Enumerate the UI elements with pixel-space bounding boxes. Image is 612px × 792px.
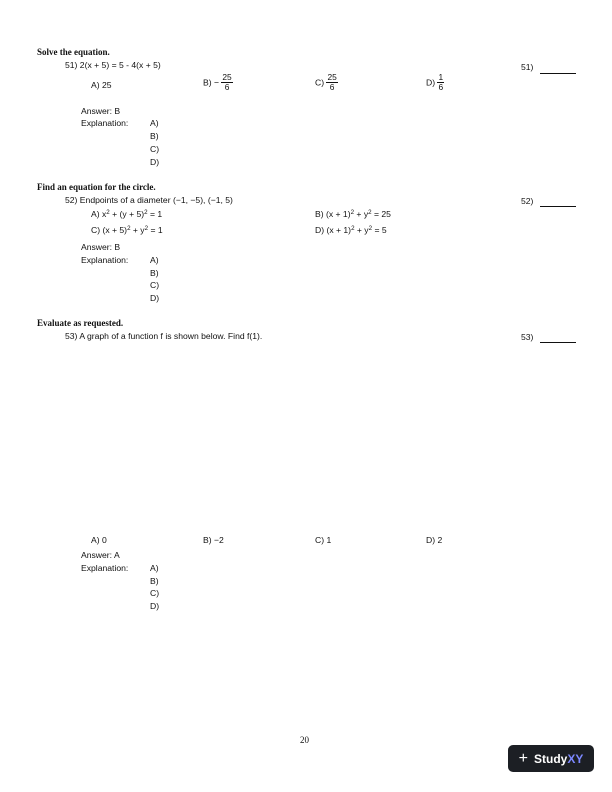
choice-text: = 5 bbox=[372, 225, 387, 235]
choice-b: B) −2 bbox=[203, 535, 224, 545]
explanation-c: C) bbox=[150, 280, 160, 290]
denominator: 6 bbox=[438, 82, 444, 92]
explanation-a: A) bbox=[150, 255, 159, 265]
choice-d bbox=[315, 225, 387, 235]
choice-b bbox=[315, 209, 391, 219]
denominator: 6 bbox=[224, 82, 230, 92]
badge-text-accent: XY bbox=[567, 751, 584, 766]
choice-text: + y bbox=[354, 225, 369, 235]
question-number: 53) bbox=[521, 332, 534, 342]
explanation-b: B) bbox=[150, 131, 159, 141]
choice-text: C) (x + 5) bbox=[91, 225, 128, 235]
exponent: 2 bbox=[106, 209, 110, 216]
answer-line: Answer: B bbox=[81, 106, 121, 116]
answer-blank bbox=[540, 342, 576, 343]
explanation-label: Explanation: bbox=[81, 118, 129, 128]
answer-blank bbox=[540, 73, 576, 74]
explanation-d: D) bbox=[150, 293, 160, 303]
choice-c-label: C) bbox=[315, 77, 325, 88]
question-stem: 52) Endpoints of a diameter (−1, −5), (−1, 5) bbox=[65, 195, 233, 205]
choice-c: C) 1 bbox=[315, 535, 332, 545]
choice-text: A) x bbox=[91, 209, 107, 219]
choice-c bbox=[315, 73, 338, 92]
choice-a: A) 25 bbox=[91, 80, 112, 90]
choice-text: + y bbox=[354, 209, 369, 219]
choice-a: A) 0 bbox=[91, 535, 107, 545]
studyxy-badge[interactable] bbox=[508, 745, 594, 772]
answer-line: Answer: A bbox=[81, 550, 120, 560]
section-header: Find an equation for the circle. bbox=[37, 182, 156, 192]
choice-d-label: D) bbox=[426, 77, 436, 88]
choice-text: = 1 bbox=[148, 225, 163, 235]
exponent: 2 bbox=[368, 209, 372, 216]
explanation-label: Explanation: bbox=[81, 563, 129, 573]
choice-text: + y bbox=[130, 225, 145, 235]
choice-d-fraction bbox=[437, 73, 444, 92]
exponent: 2 bbox=[144, 209, 148, 216]
choice-text: = 25 bbox=[371, 209, 391, 219]
explanation-label: Explanation: bbox=[81, 255, 129, 265]
exponent: 2 bbox=[368, 225, 373, 232]
section-header: Evaluate as requested. bbox=[37, 318, 124, 328]
badge-text bbox=[534, 752, 583, 766]
answer-line: Answer: B bbox=[81, 242, 121, 252]
section-header: Solve the equation. bbox=[37, 47, 110, 57]
choice-b bbox=[203, 73, 233, 92]
choice-c-fraction bbox=[326, 73, 337, 92]
exponent: 2 bbox=[127, 225, 131, 232]
question-number: 51) bbox=[521, 62, 534, 72]
explanation-a: A) bbox=[150, 563, 159, 573]
numerator: 25 bbox=[327, 72, 337, 82]
choice-a bbox=[91, 209, 162, 219]
denominator: 6 bbox=[329, 82, 335, 92]
badge-text-main: Study bbox=[533, 751, 568, 766]
numerator: 1 bbox=[438, 72, 444, 82]
explanation-c: C) bbox=[150, 588, 160, 598]
page-number: 20 bbox=[300, 735, 309, 745]
choice-text: D) (x + 1) bbox=[315, 225, 352, 235]
explanation-a: A) bbox=[150, 118, 159, 128]
choice-b-label: B) − bbox=[203, 77, 219, 88]
answer-blank bbox=[540, 206, 576, 207]
question-stem: 53) A graph of a function f is shown below. Find f(1). bbox=[65, 331, 263, 341]
numerator: 25 bbox=[222, 72, 232, 82]
choice-text: B) (x + 1) bbox=[315, 209, 351, 219]
exponent: 2 bbox=[350, 209, 355, 216]
explanation-c: C) bbox=[150, 144, 160, 154]
explanation-b: B) bbox=[150, 576, 159, 586]
question-stem: 51) 2(x + 5) = 5 - 4(x + 5) bbox=[65, 60, 161, 70]
choice-b-fraction bbox=[221, 73, 232, 92]
exponent: 2 bbox=[144, 225, 149, 232]
exponent: 2 bbox=[351, 225, 355, 232]
choice-d: D) 2 bbox=[426, 535, 443, 545]
question-number: 52) bbox=[521, 196, 534, 206]
explanation-d: D) bbox=[150, 157, 160, 167]
choice-text: + (y + 5) bbox=[109, 209, 145, 219]
explanation-b: B) bbox=[150, 268, 159, 278]
choice-c bbox=[91, 225, 163, 235]
explanation-d: D) bbox=[150, 601, 160, 611]
choice-text: = 1 bbox=[147, 209, 163, 219]
choice-d bbox=[426, 73, 444, 92]
plus-icon: + bbox=[518, 749, 528, 767]
